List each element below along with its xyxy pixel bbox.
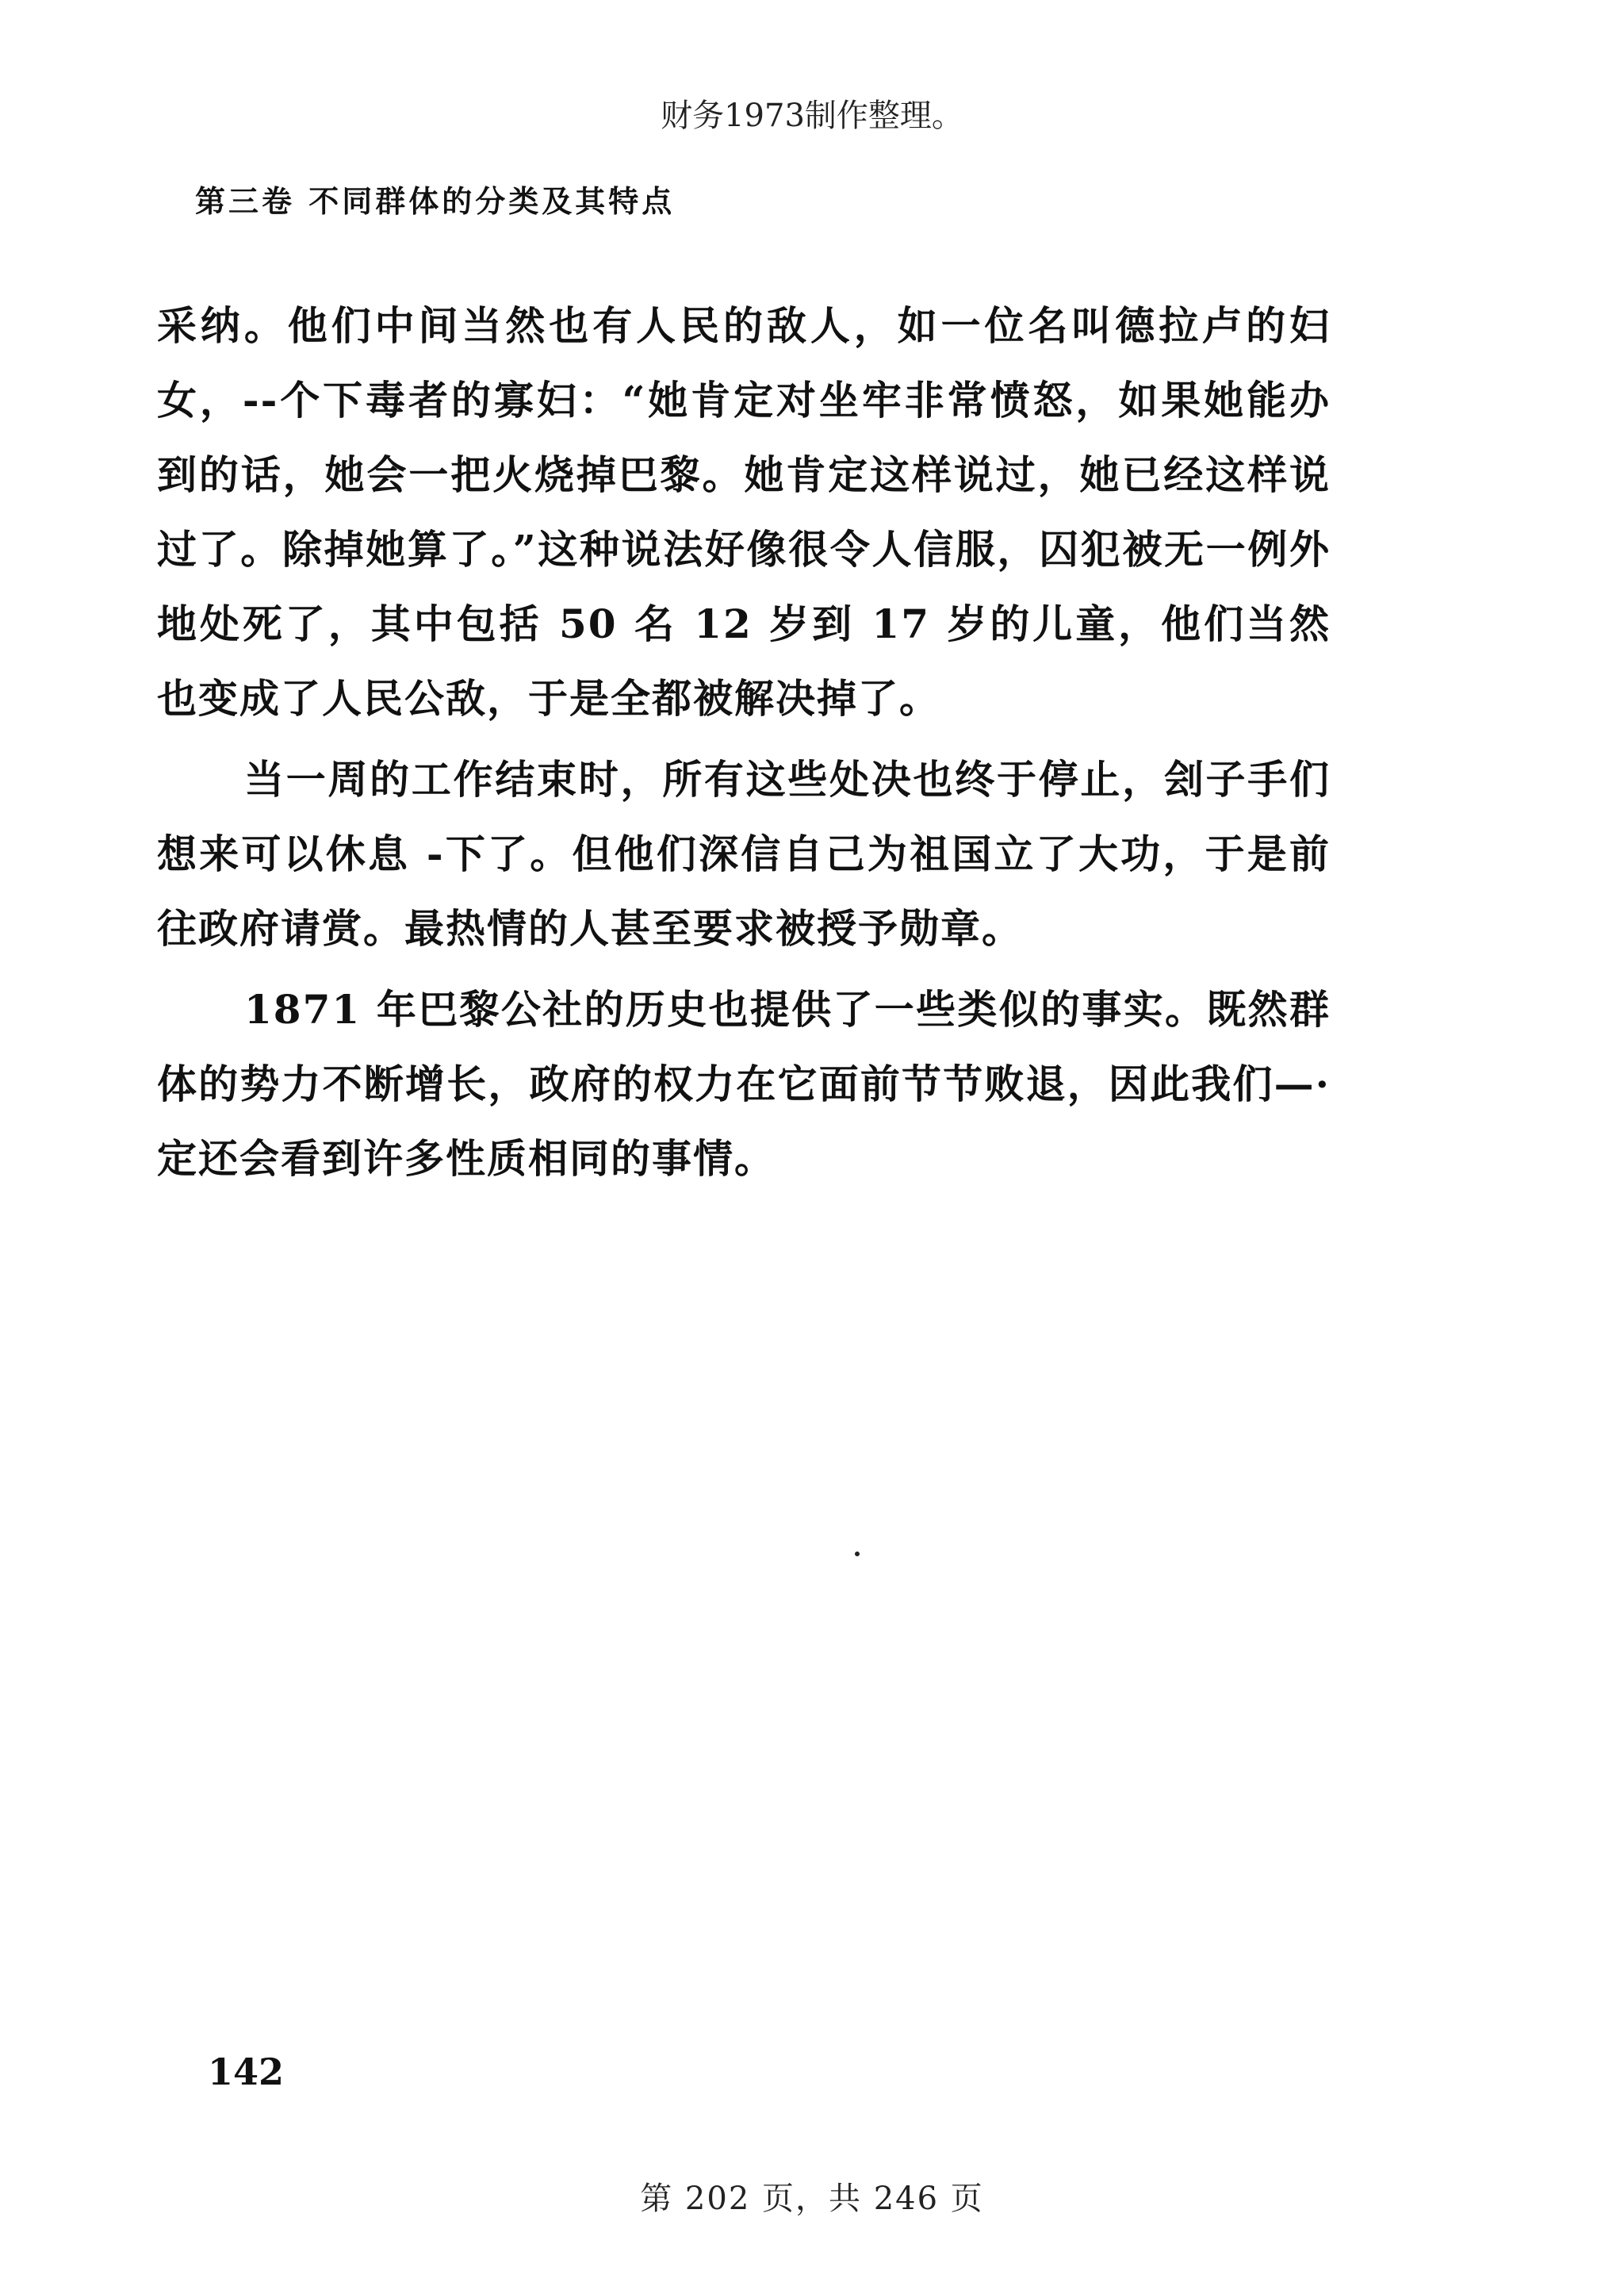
running-head: 第三卷 不同群体的分类及其特点 [195, 183, 676, 219]
scan-artifact-dot [855, 1552, 860, 1556]
paragraph-2: 当一周的工作结束时，所有这些处决也终于停止，刽子手们想来可以休息 -下了。但他们深信自己为祖国立了大功，于是前往政府请赏。最热情的人甚至要求被授予勋章。 [157, 756, 1331, 952]
pdf-page-indicator: 第 202 页，共 246 页 [640, 2181, 984, 2217]
paragraph-1: 采纳。他们中间当然也有人民的敌人，如一位名叫德拉卢的妇女，--个下毒者的寡妇：“她肯定对坐牢非常愤怒，如果她能办到的话，她会一把火烧掉巴黎。她肯定这样说过，她已经这样说过了。除掉她算了。”这种说法好像很令人信服，囚犯被无一例外地处死了，其中包括 50 名 12 岁到 17 岁的儿童，他们当然也变成了人民公敌，于是全都被解决掉了。 [157, 302, 1331, 722]
watermark-text: 财务1973制作整理。 [661, 98, 963, 134]
book-page-number: 142 [208, 2050, 285, 2093]
paragraph-3: 1871 年巴黎公社的历史也提供了一些类似的事实。既然群体的势力不断增长，政府的权力在它面前节节败退，因此我们—·定还会看到许多性质相同的事情。 [157, 986, 1331, 1182]
body-text [157, 289, 1331, 1203]
